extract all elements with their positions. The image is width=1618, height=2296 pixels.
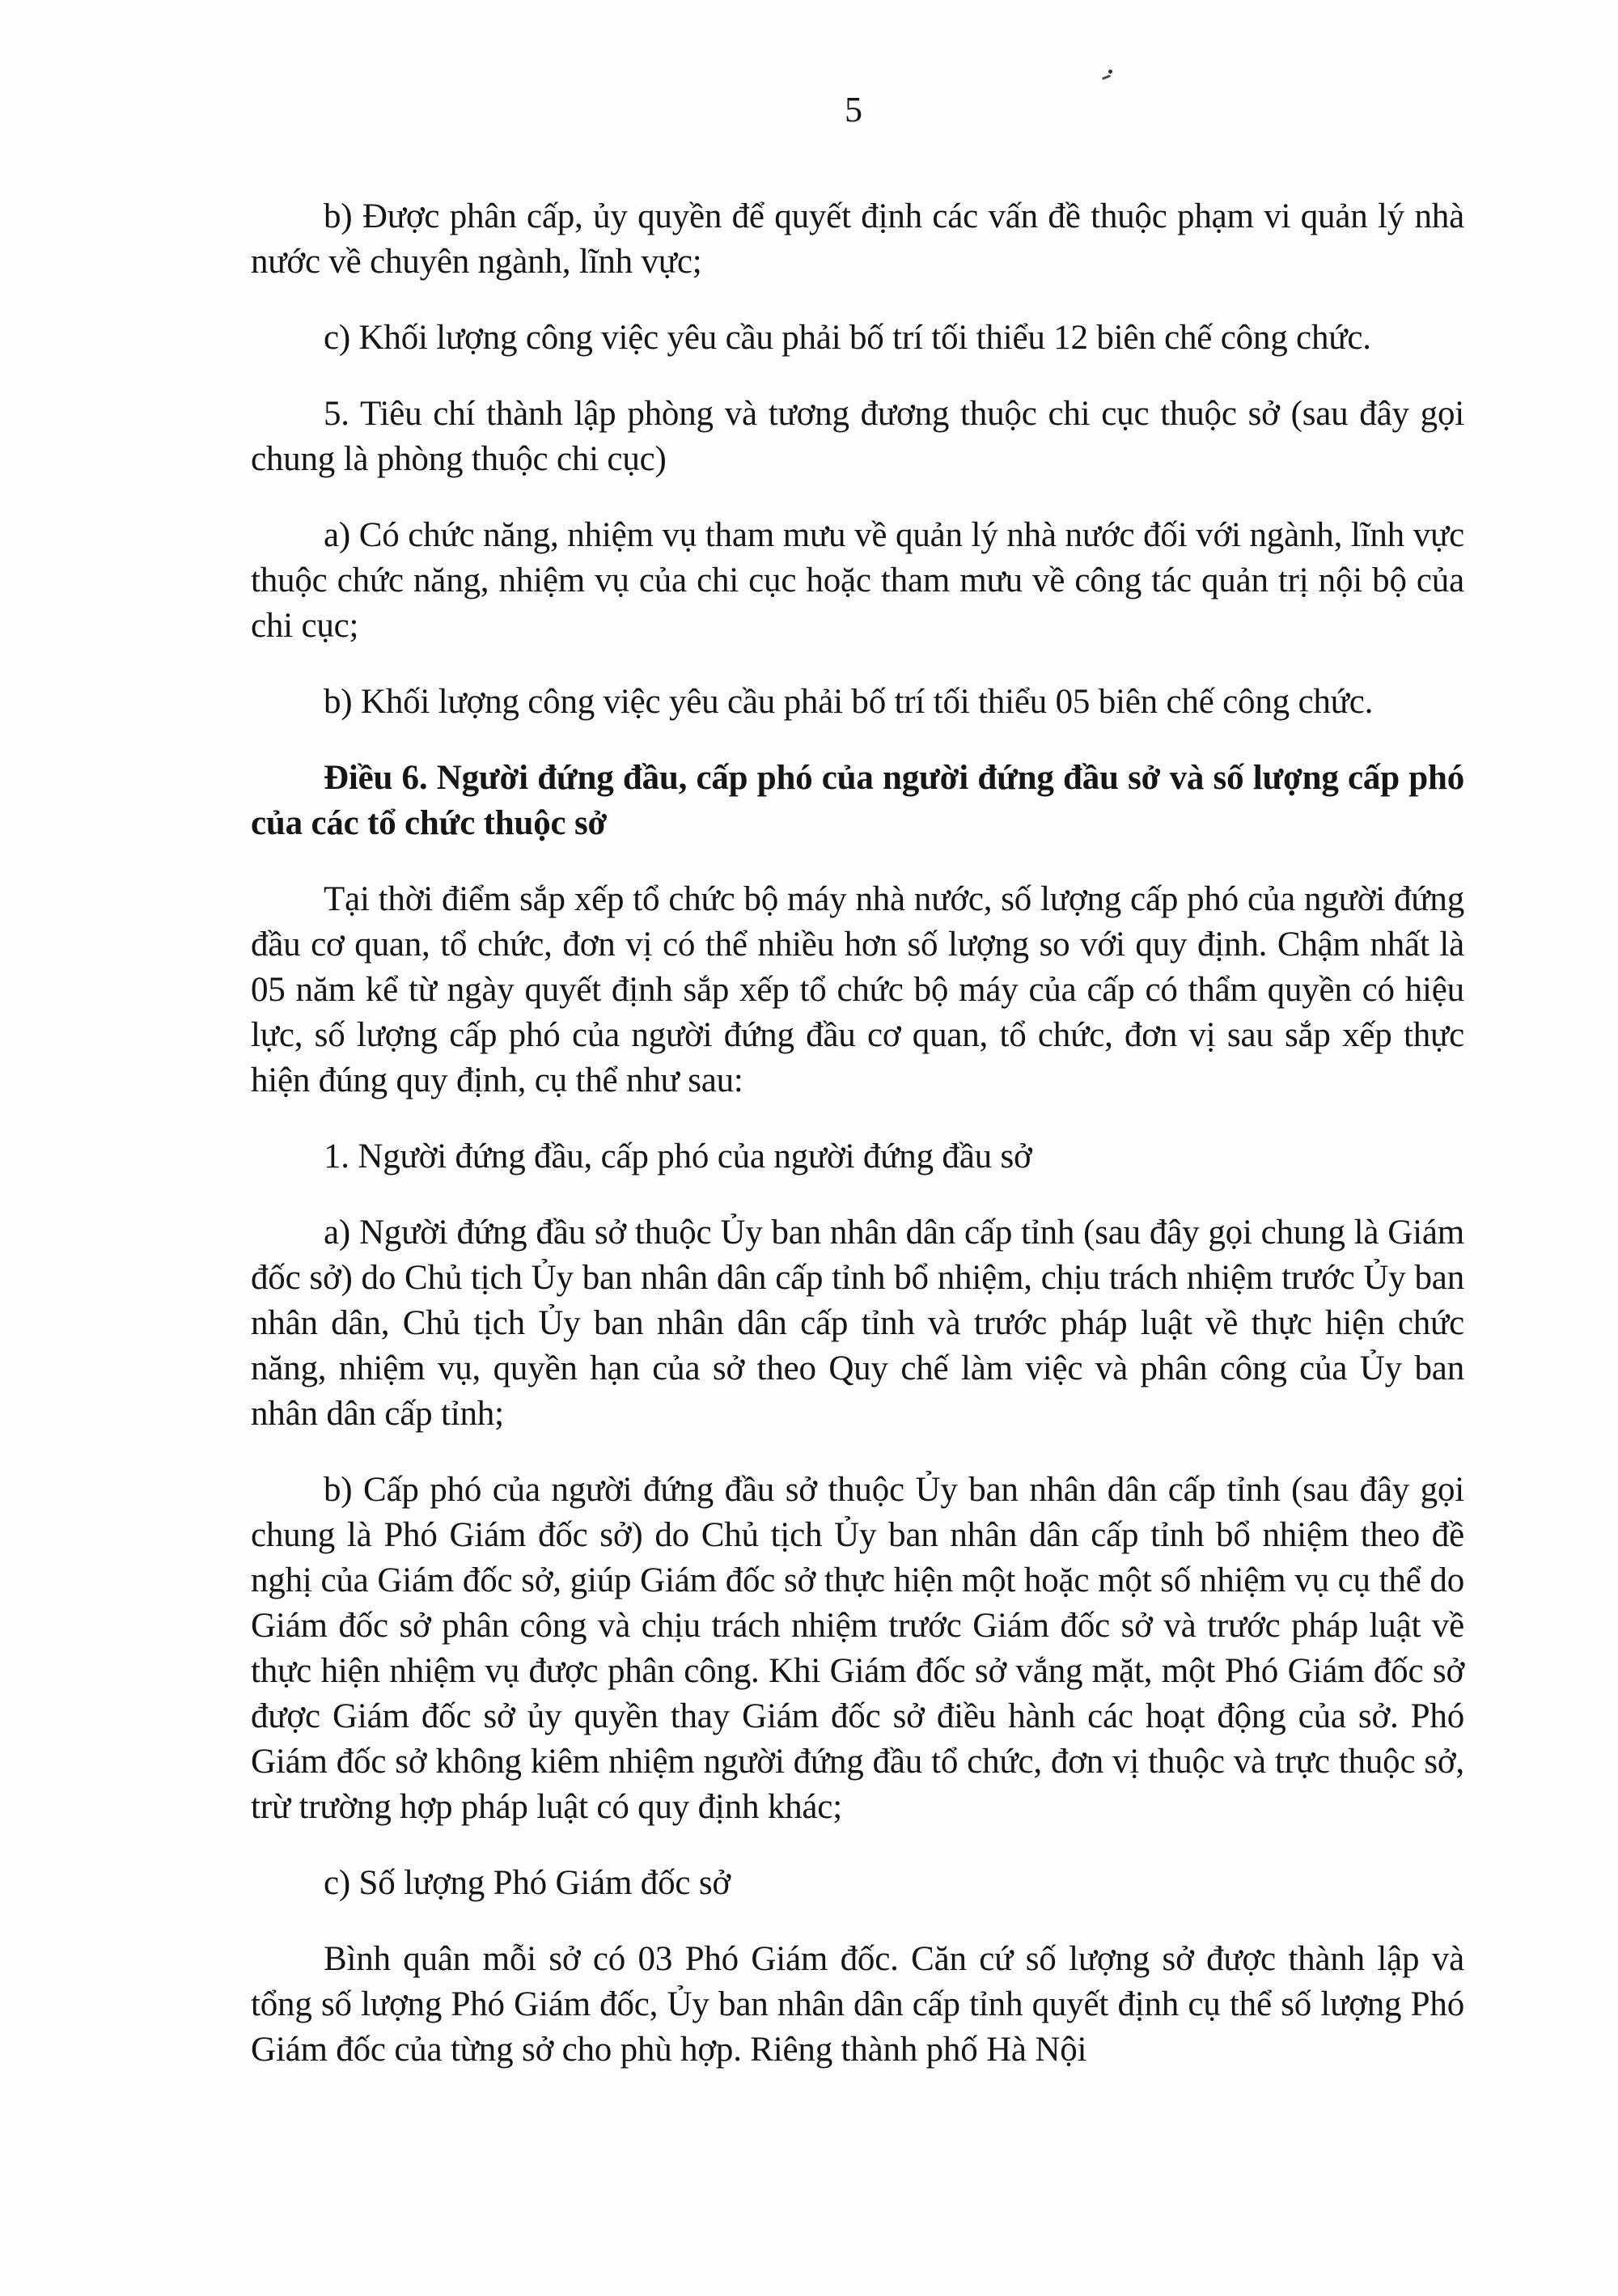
paragraph-point-a-clause-5: a) Có chức năng, nhiệm vụ tham mưu về quản lý nhà nước đối với ngành, lĩnh vực thuộc chức năng, nhiệm vụ của chi cục hoặc tham mưu về công tác quản trị nội bộ của chi cục; xyxy=(251,516,1464,645)
document-body xyxy=(251,194,1464,2103)
paragraph-clause-5: 5. Tiêu chí thành lập phòng và tương đương thuộc chi cục thuộc sở (sau đây gọi chung là phòng thuộc chi cục) xyxy=(251,395,1464,478)
paragraph-point-b-clause-1: b) Cấp phó của người đứng đầu sở thuộc Ủy ban nhân dân cấp tỉnh (sau đây gọi chung là Phó Giám đốc sở) do Chủ tịch Ủy ban nhân dân cấp tỉnh bổ nhiệm theo đề nghị của Giám đốc sở, giúp Giám đốc sở thực hiện một hoặc một số nhiệm vụ cụ thể do Giám đốc sở phân công và chịu trách nhiệm trước Giám đốc sở và trước pháp luật về thực hiện nhiệm vụ được phân công. Khi Giám đốc sở vắng mặt, một Phó Giám đốc sở được Giám đốc sở ủy quyền thay Giám đốc sở điều hành các hoạt động của sở. Phó Giám đốc sở không kiêm nhiệm người đứng đầu tổ chức, đơn vị thuộc và trực thuộc sở, trừ trường hợp pháp luật có quy định khác; xyxy=(251,1471,1464,1826)
paragraph-point-c-clause-4: c) Khối lượng công việc yêu cầu phải bố trí tối thiểu 12 biên chế công chức. xyxy=(324,319,1371,357)
paragraph-point-c-clause-1: c) Số lượng Phó Giám đốc sở xyxy=(324,1864,731,1902)
paragraph-point-a-clause-1: a) Người đứng đầu sở thuộc Ủy ban nhân dân cấp tỉnh (sau đây gọi chung là Giám đốc sở) do Chủ tịch Ủy ban nhân dân cấp tỉnh bổ nhiệm, chịu trách nhiệm trước Ủy ban nhân dân, Chủ tịch Ủy ban nhân dân cấp tỉnh và trước pháp luật về thực hiện chức năng, nhiệm vụ, quyền hạn của sở theo Quy chế làm việc và phân công của Ủy ban nhân dân cấp tỉnh; xyxy=(251,1214,1464,1433)
heading-article-6: Điều 6. Người đứng đầu, cấp phó của người đứng đầu sở và số lượng cấp phó của các tổ chức thuộc sở xyxy=(251,759,1464,842)
paragraph-clause-1-article-6: 1. Người đứng đầu, cấp phó của người đứng đầu sở xyxy=(324,1137,1032,1176)
page-number: 5 xyxy=(845,90,862,129)
paragraph-article-6-intro: Tại thời điểm sắp xếp tổ chức bộ máy nhà nước, số lượng cấp phó của người đứng đầu cơ quan, tổ chức, đơn vị có thể nhiều hơn số lượng so với quy định. Chậm nhất là 05 năm kể từ ngày quyết định sắp xếp tổ chức bộ máy của cấp có thẩm quyền có hiệu lực, số lượng cấp phó của người đứng đầu cơ quan, tổ chức, đơn vị sau sắp xếp thực hiện đúng quy định, cụ thể như sau: xyxy=(251,880,1464,1099)
paragraph-point-c-clause-1-body: Bình quân mỗi sở có 03 Phó Giám đốc. Căn cứ số lượng sở được thành lập và tổng số lượng Phó Giám đốc, Ủy ban nhân dân cấp tỉnh quyết định cụ thể số lượng Phó Giám đốc của từng sở cho phù hợp. Riêng thành phố Hà Nội xyxy=(251,1940,1464,2069)
paragraph-point-b-clause-5: b) Khối lượng công việc yêu cầu phải bố trí tối thiểu 05 biên chế công chức. xyxy=(324,683,1374,721)
paragraph-point-b-clause-4: b) Được phân cấp, ủy quyền để quyết định các vấn đề thuộc phạm vi quản lý nhà nước về chuyên ngành, lĩnh vực; xyxy=(251,197,1464,281)
scan-artifact-mark xyxy=(1102,70,1115,84)
